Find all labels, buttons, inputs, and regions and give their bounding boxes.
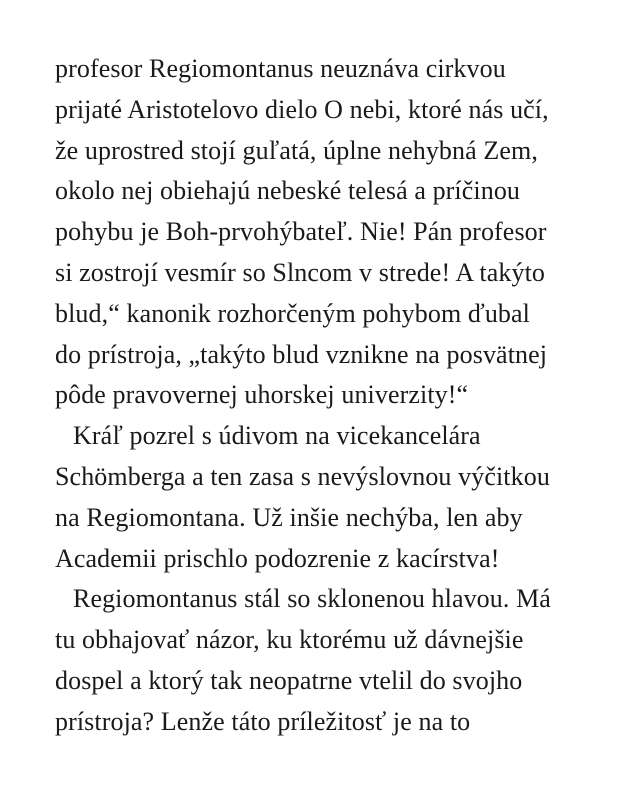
- text-line: pôde pravovernej uhorskej univerzity!“: [55, 380, 469, 410]
- text-line: do prístroja, „takýto blud vznikne na posvätnej: [55, 339, 548, 369]
- text-line: okolo nej obiehajú nebeské telesá a príčinou: [55, 176, 521, 206]
- body-text: [55, 49, 615, 743]
- text-line: prijaté Aristotelovo dielo O nebi, ktoré nás učí,: [55, 94, 549, 124]
- text-line: Kráľ pozrel s údivom na vicekancelára: [73, 421, 481, 451]
- text-line: pohybu je Boh-prvohýbateľ. Nie! Pán profesor: [55, 217, 547, 247]
- text-line: profesor Regiomontanus neuznáva cirkvou: [55, 54, 506, 83]
- text-line: Academii prischlo podozrenie z kacírstva!: [55, 543, 500, 573]
- paragraph-3: [55, 579, 615, 742]
- paragraph-2: [55, 416, 615, 579]
- text-line: blud,“ kanonik rozhorčeným pohybom ďubal: [55, 298, 530, 328]
- text-line: prístroja? Lenže táto príležitosť je na to: [55, 706, 471, 736]
- text-line: si zostrojí vesmír so Slncom v strede! A takýto: [55, 257, 545, 287]
- text-line: na Regiomontana. Už inšie nechýba, len aby: [55, 502, 523, 532]
- text-line: tu obhajovať názor, ku ktorému už dávnejšie: [55, 625, 524, 655]
- text-line: že uprostred stojí guľatá, úplne nehybná Zem,: [55, 135, 538, 165]
- text-line: Schömberga a ten zasa s nevýslovnou výčitkou: [55, 461, 550, 491]
- text-line: dospel a ktorý tak neopatrne vtelil do svojho: [55, 665, 523, 695]
- text-line: Regiomontanus stál so sklonenou hlavou. Má: [73, 584, 551, 614]
- paragraph-1: [55, 49, 615, 416]
